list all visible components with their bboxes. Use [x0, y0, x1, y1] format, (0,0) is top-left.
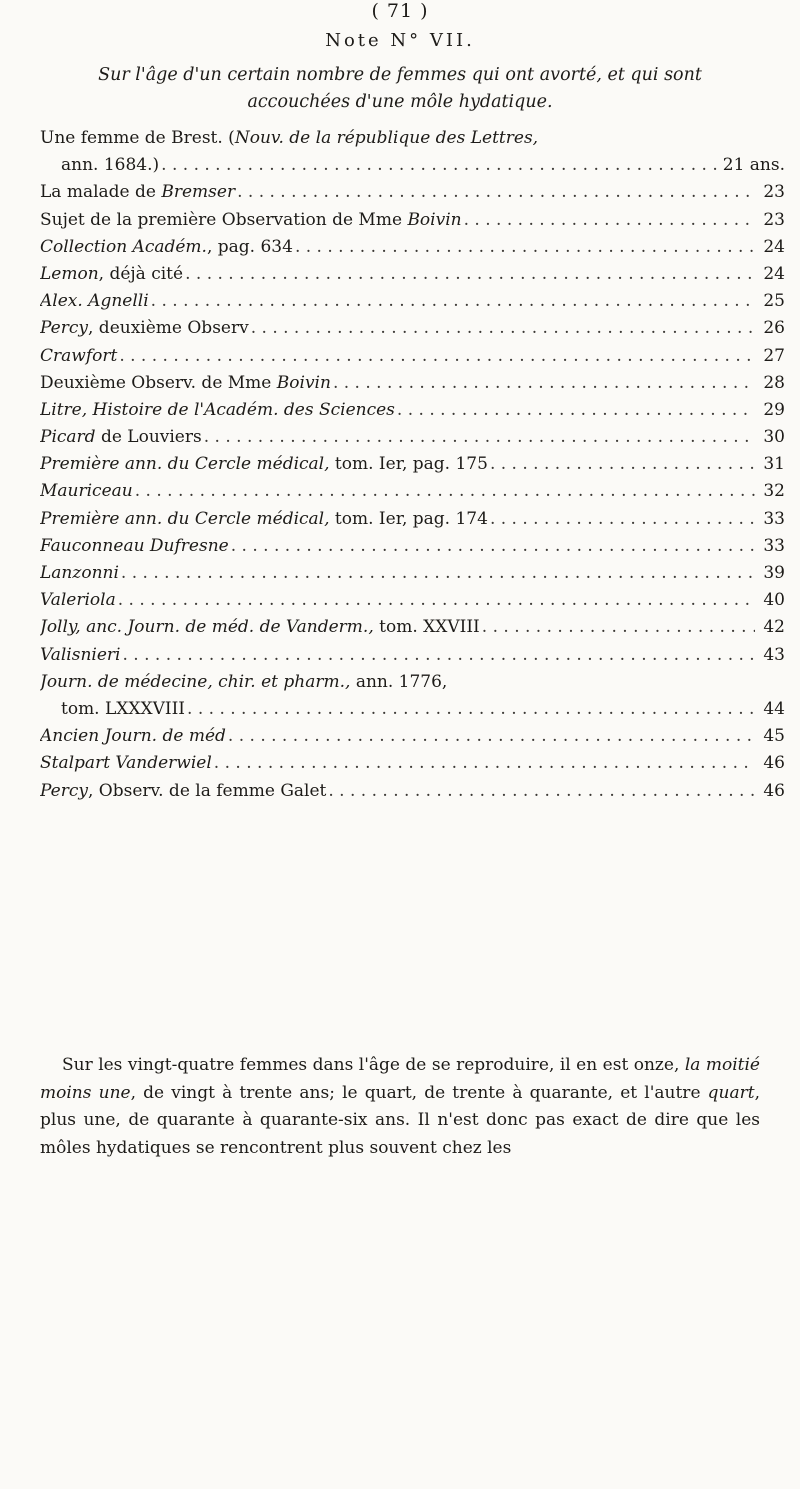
list-item: [40, 753, 785, 780]
entry-italic: Boivin: [407, 209, 462, 230]
entry-plain: La malade de: [40, 182, 162, 203]
entry-italic: Bremser: [161, 182, 236, 203]
entry-age: 43: [763, 644, 785, 665]
entry-text: [40, 672, 447, 692]
entry-text: [40, 291, 149, 311]
entry-age: 44: [763, 698, 785, 719]
entry-plain: Sujet de la première Observation de Mme: [40, 209, 408, 230]
entry-age: 29: [763, 399, 785, 420]
list-item: [40, 536, 785, 563]
leader-dots: [185, 699, 755, 719]
entry-text: [40, 781, 326, 801]
entry-italic: Picard: [40, 427, 96, 448]
entry-text: [40, 645, 120, 665]
entry-after: , deuxième Observ: [88, 318, 249, 339]
list-item: [40, 590, 785, 617]
entry-italic: Percy: [40, 780, 88, 801]
leader-dots: [395, 400, 755, 420]
entry-age: 33: [763, 508, 785, 529]
entry-italic: Valisnieri: [40, 644, 121, 665]
entry-italic: Fauconneau Dufresne: [40, 535, 229, 556]
leader-dots: [293, 237, 755, 257]
leader-dots: [226, 726, 755, 746]
list-item: [40, 346, 785, 373]
entry-plain: tom. LXXXVIII: [61, 698, 186, 719]
entry-text: [40, 481, 133, 501]
summary-paragraph: [40, 1052, 760, 1162]
paragraph-text-1: Sur les vingt-quatre femmes dans l'âge de se reproduire, il en est onze,: [62, 1055, 685, 1075]
entry-age: 32: [763, 481, 785, 502]
entry-text: [40, 373, 331, 393]
list-item: [40, 427, 785, 454]
leader-dots: [249, 318, 755, 338]
entry-age: 23: [763, 182, 785, 203]
leader-dots: [116, 590, 755, 610]
note-title: Note N° VII.: [325, 30, 475, 51]
leader-dots: [488, 454, 755, 474]
leader-dots: [202, 427, 755, 447]
entry-text: [40, 726, 226, 746]
entry-age: 23: [763, 209, 785, 230]
entry-after: tom. Ier, pag. 174: [329, 508, 488, 529]
leader-dots: [183, 264, 755, 284]
entry-age: 28: [763, 372, 785, 393]
entry-after: , pag. 634: [206, 236, 293, 257]
entry-age: 45: [763, 726, 785, 747]
entry-text: [40, 454, 488, 474]
list-item: [40, 617, 785, 644]
entry-age: 46: [763, 780, 785, 801]
entry-age: 42: [763, 617, 785, 638]
list-item: [40, 400, 785, 427]
entry-italic: Boivin: [276, 372, 331, 393]
entry-text: [40, 400, 395, 420]
list-item: [40, 645, 785, 672]
entry-text: [40, 509, 488, 529]
entry-italic: Valeriola: [40, 590, 116, 611]
entry-text: [40, 617, 480, 637]
entry-age: 40: [763, 590, 785, 611]
paragraph-italic-1: la moitié moins une: [40, 1055, 760, 1103]
list-item: [40, 264, 785, 291]
leader-dots: [480, 617, 755, 637]
paragraph-text-2: , de vingt à trente ans; le quart, de trente à quarante, et l'autre: [130, 1082, 708, 1103]
entry-italic: Lemon: [40, 263, 99, 284]
entry-text: [40, 128, 538, 148]
leader-dots: [120, 645, 755, 665]
list-item: [40, 726, 785, 753]
entry-text: [40, 563, 119, 583]
entry-text: [40, 590, 116, 610]
entry-text: [40, 264, 183, 284]
leader-dots: [462, 210, 755, 230]
entry-italic: Première ann. du Cercle médical,: [40, 508, 330, 529]
entry-italic: Ancien Journ. de méd: [40, 726, 226, 747]
list-item: [40, 563, 785, 590]
leader-dots: [229, 536, 755, 556]
list-item: [40, 373, 785, 400]
note-subtitle: Sur l'âge d'un certain nombre de femmes qui ont avorté, et qui sont accouchées d'une môle hydatique.: [98, 65, 702, 112]
entry-italic: Stalpart Vanderwiel: [40, 753, 212, 774]
paragraph-italic-2: quart: [707, 1082, 755, 1103]
entry-italic: Jolly, anc. Journ. de méd. de Vanderm.,: [40, 617, 374, 638]
list-item: [40, 237, 785, 264]
entry-after: , Observ. de la femme Galet: [88, 780, 327, 801]
entry-italic: Journ. de médecine, chir. et pharm.,: [40, 671, 351, 692]
list-item: [40, 291, 785, 318]
entry-italic: Lanzonni: [40, 563, 119, 583]
entry-age: 46: [763, 753, 785, 774]
entry-italic: Première ann. du Cercle médical,: [40, 454, 330, 475]
entry-text: [40, 427, 202, 447]
entry-age: 24: [763, 263, 785, 284]
leader-dots: [235, 182, 755, 202]
entry-age: 25: [763, 291, 785, 312]
entry-italic: Mauriceau: [40, 481, 133, 502]
entry-plain: Deuxième Observ. de Mme: [40, 372, 277, 393]
entry-italic: Alex. Agnelli: [40, 291, 149, 312]
entry-age: 39: [763, 563, 785, 583]
entry-after: ann. 1776,: [350, 671, 448, 692]
list-item: [40, 672, 785, 699]
leader-dots: [488, 509, 755, 529]
leader-dots: [331, 373, 755, 393]
list-item: [40, 781, 785, 808]
entry-after: de Louviers: [95, 427, 202, 448]
entry-text: [61, 155, 159, 175]
entry-text: [40, 210, 462, 230]
entry-after: tom. XXVIII: [373, 617, 480, 638]
list-item: [40, 318, 785, 345]
entry-age: 21 ans.: [722, 155, 785, 176]
entry-age: 30: [763, 427, 785, 448]
entry-after: tom. Ier, pag. 175: [329, 454, 488, 475]
page-number: ( 71 ): [371, 0, 429, 22]
list-item: [40, 454, 785, 481]
list-item: [40, 509, 785, 536]
list-item: [40, 481, 785, 508]
list-item: [40, 128, 785, 155]
entry-text: [40, 753, 212, 773]
entry-italic: Crawfort: [40, 345, 118, 366]
leader-dots: [119, 563, 755, 583]
leader-dots: [149, 291, 755, 311]
leader-dots: [326, 781, 755, 801]
list-item: [40, 155, 785, 182]
list-item: [40, 210, 785, 237]
entry-italic: Litre, Histoire de l'Académ. des Sciences: [40, 399, 395, 420]
entry-age: 31: [763, 454, 785, 475]
entry-age: 27: [763, 345, 785, 366]
entry-plain: Une femme de Brest. (: [40, 128, 235, 148]
leader-dots: [133, 481, 755, 501]
entry-text: [40, 536, 229, 556]
entry-text: [40, 346, 117, 366]
entry-text: [40, 318, 249, 338]
entry-italic: Percy: [40, 318, 88, 339]
leader-dots: [212, 753, 755, 773]
entry-plain: ann. 1684.): [61, 155, 160, 176]
entry-text: [40, 182, 235, 202]
entry-text: [61, 699, 185, 719]
entry-italic: Nouv. de la république des Lettres,: [234, 128, 539, 148]
entry-age: 26: [763, 318, 785, 339]
age-list: [40, 128, 785, 808]
entry-age: 24: [763, 236, 785, 257]
leader-dots: [117, 346, 755, 366]
entry-age: 33: [763, 535, 785, 556]
paragraph-text-3: , plus une, de quarante à quarante-six ans. Il n'est donc pas exact de dire que les môles hydatiques se rencontrent plus souvent chez les: [40, 1082, 760, 1158]
entry-text: [40, 237, 293, 257]
leader-dots: [159, 155, 719, 175]
list-item: [40, 182, 785, 209]
list-item: [40, 699, 785, 726]
entry-italic: Collection Académ.: [40, 236, 207, 257]
entry-after: , déjà cité: [98, 263, 184, 284]
